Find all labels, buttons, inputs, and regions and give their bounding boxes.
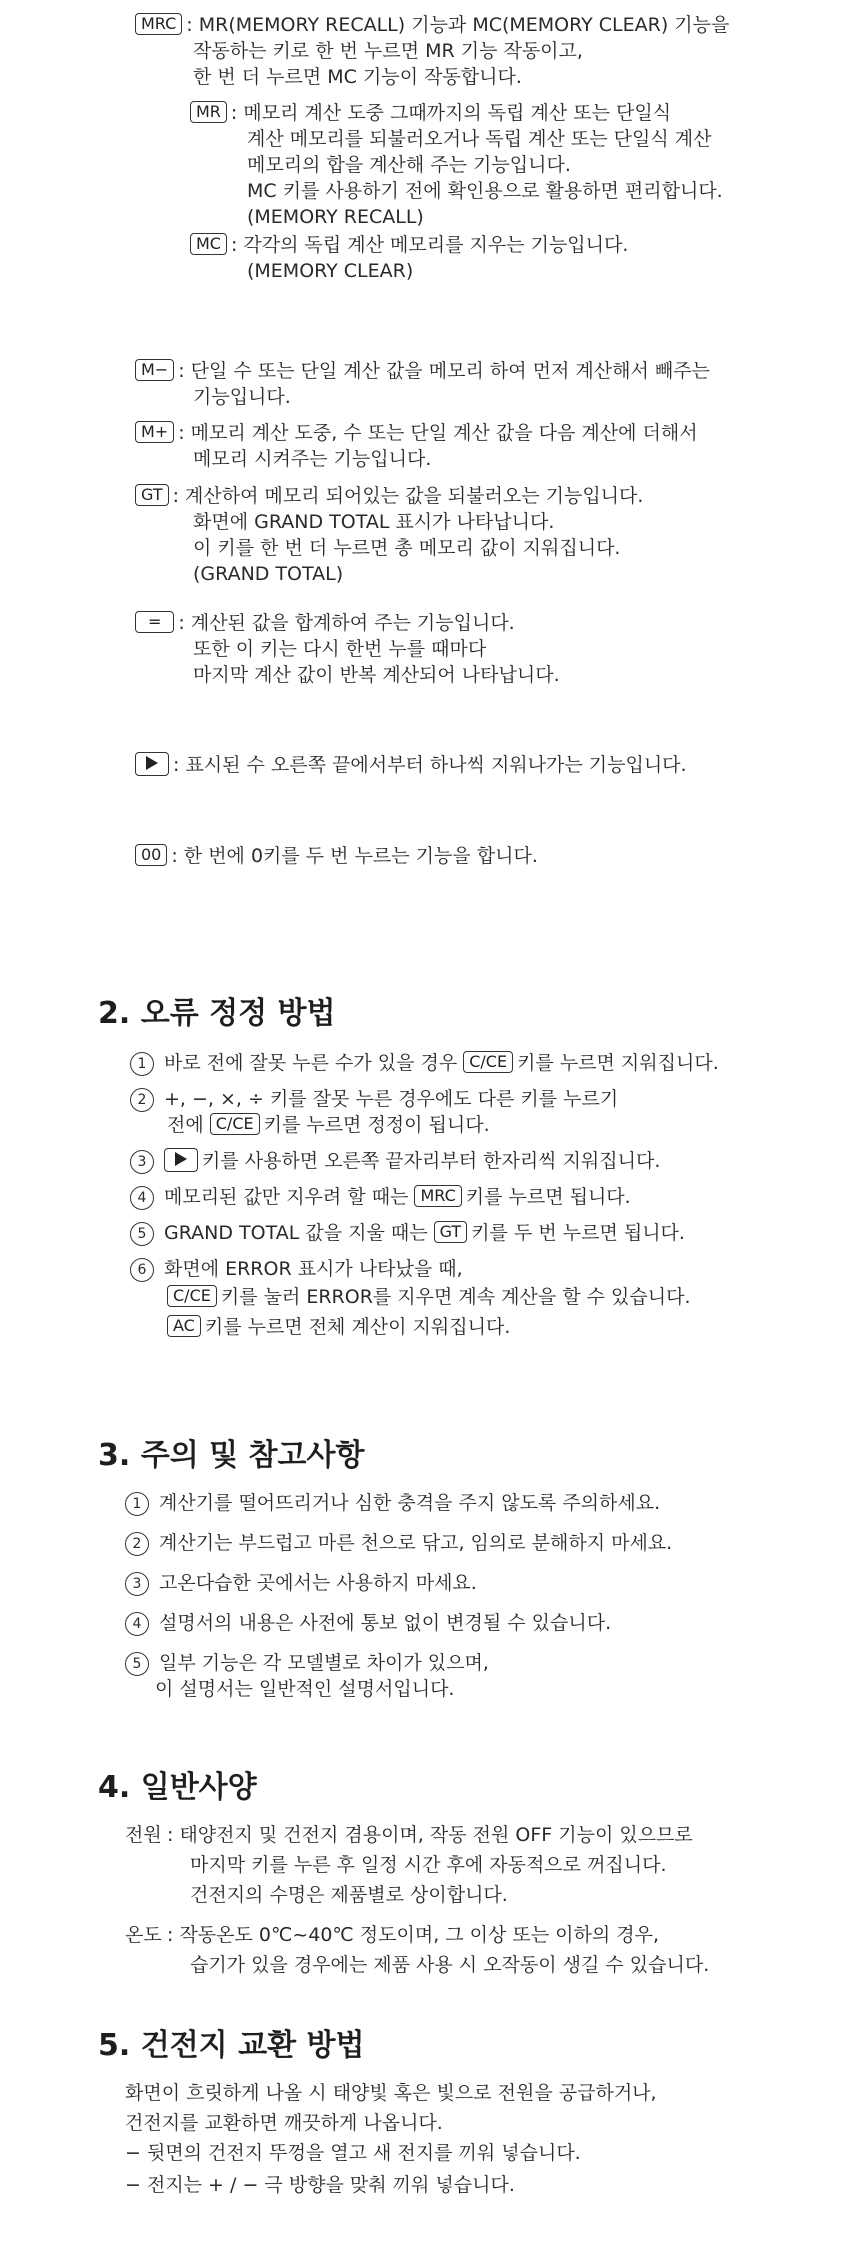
circled-number: 2 — [125, 1532, 149, 1556]
mrc-desc: MRC : MR(MEMORY RECALL) 기능과 MC(MEMORY CLEAR) 기능을 — [135, 12, 729, 38]
temp-line2: 습기가 있을 경우에는 제품 사용 시 오작동이 생길 수 있습니다. — [190, 1954, 710, 1976]
mc-desc-line2: (MEMORY CLEAR) — [247, 260, 414, 282]
circled-number: 1 — [125, 1492, 149, 1516]
circled-number: 4 — [130, 1186, 154, 1210]
circled-number: 1 — [130, 1052, 154, 1076]
sec3-item5: 5 일부 기능은 각 모델별로 차이가 있으며, — [125, 1650, 489, 1676]
sec5-line1: 화면이 흐릿하게 나올 시 태양빛 혹은 빛으로 전원을 공급하거나, — [125, 2082, 657, 2104]
sec3-item5-line2: 이 설명서는 일반적인 설명서입니다. — [155, 1678, 455, 1700]
backspace-key — [135, 752, 169, 776]
sec5-line2: 건전지를 교환하면 깨끗하게 나옵니다. — [125, 2112, 443, 2134]
cce-key: C/CE — [167, 1285, 217, 1307]
sec3-item2: 2 계산기는 부드럽고 마른 천으로 닦고, 임의로 분해하지 마세요. — [125, 1530, 672, 1556]
eq-desc: = : 계산된 값을 합계하여 주는 기능입니다. — [135, 610, 515, 636]
gt-desc-line3: 이 키를 한 번 더 누르면 총 메모리 값이 지워집니다. — [193, 537, 621, 559]
circled-number: 3 — [125, 1572, 149, 1596]
section3-title: 3. 주의 및 참고사항 — [98, 1438, 365, 1473]
mminus-key: M− — [135, 359, 174, 381]
backspace-key — [164, 1148, 198, 1172]
sec5-line4: − 전지는 + / − 극 방향을 맞춰 끼워 넣습니다. — [125, 2174, 515, 2196]
eq-key: = — [135, 611, 174, 633]
eq-desc-line2: 또한 이 키는 다시 한번 누를 때마다 — [193, 638, 487, 660]
mrc-desc-line3: 한 번 더 누르면 MC 기능이 작동합니다. — [193, 66, 522, 88]
circled-number: 4 — [125, 1612, 149, 1636]
sec2-item1: 1 바로 전에 잘못 누른 수가 있을 경우 C/CE 키를 누르면 지워집니다. — [130, 1050, 719, 1076]
temp-label: 온도 — [125, 1924, 162, 1946]
circled-number: 6 — [130, 1258, 154, 1282]
play-triangle-icon — [146, 756, 158, 770]
gt-desc: GT : 계산하여 메모리 되어있는 값을 되불러오는 기능입니다. — [135, 483, 643, 509]
mminus-desc-line2: 기능입니다. — [193, 386, 291, 408]
mc-desc: MC : 각각의 독립 계산 메모리를 지우는 기능입니다. — [190, 232, 628, 258]
gt-desc-line2: 화면에 GRAND TOTAL 표시가 나타납니다. — [193, 511, 555, 533]
power-label: 전원 — [125, 1824, 162, 1846]
eq-desc-line3: 마지막 계산 값이 반복 계산되어 나타납니다. — [193, 664, 560, 686]
mplus-desc: M+ : 메모리 계산 도중, 수 또는 단일 계산 값을 다음 계산에 더해서 — [135, 420, 698, 446]
sec2-item6: 6 화면에 ERROR 표시가 나타났을 때, — [130, 1256, 463, 1282]
mrc-key: MRC — [135, 13, 182, 35]
section4-title: 4. 일반사양 — [98, 1770, 257, 1805]
sec3-item1: 1 계산기를 떨어뜨리거나 심한 충격을 주지 않도록 주의하세요. — [125, 1490, 660, 1516]
sec2-item6-line3: AC 키를 누르면 전체 계산이 지워집니다. — [167, 1314, 510, 1340]
circled-number: 3 — [130, 1150, 154, 1174]
mplus-desc-line2: 메모리 시켜주는 기능입니다. — [193, 448, 432, 470]
sec2-item3: 3 키를 사용하면 오른쪽 끝자리부터 한자리씩 지워집니다. — [130, 1148, 660, 1174]
mr-desc: MR : 메모리 계산 도중 그때까지의 독립 계산 또는 단일식 — [190, 100, 671, 126]
cce-key: C/CE — [463, 1051, 513, 1073]
sec3-item3: 3 고온다습한 곳에서는 사용하지 마세요. — [125, 1570, 477, 1596]
backspace-desc: : 표시된 수 오른쪽 끝에서부터 하나씩 지워나가는 기능입니다. — [135, 752, 687, 778]
sec2-item6-line2: C/CE 키를 눌러 ERROR를 지우면 계속 계산을 할 수 있습니다. — [167, 1284, 691, 1310]
play-triangle-icon — [175, 1152, 187, 1166]
circled-number: 5 — [125, 1652, 149, 1676]
sec2-item4: 4 메모리된 값만 지우려 할 때는 MRC 키를 누르면 됩니다. — [130, 1184, 631, 1210]
mrc-key: MRC — [414, 1185, 461, 1207]
gt-desc-line4: (GRAND TOTAL) — [193, 563, 344, 585]
double-zero-key: 00 — [135, 844, 167, 866]
cce-key: C/CE — [210, 1113, 260, 1135]
sec5-line3: − 뒷면의 건전지 뚜껑을 열고 새 전지를 끼워 넣습니다. — [125, 2142, 581, 2164]
sec2-item5: 5 GRAND TOTAL 값을 지울 때는 GT 키를 두 번 누르면 됩니다. — [130, 1220, 685, 1246]
gt-key: GT — [135, 484, 169, 506]
power-line2: 마지막 키를 누른 후 일정 시간 후에 자동적으로 꺼집니다. — [190, 1854, 667, 1876]
mplus-key: M+ — [135, 421, 174, 443]
section2-title: 2. 오류 정정 방법 — [98, 996, 336, 1031]
mr-desc-line4: MC 키를 사용하기 전에 확인용으로 활용하면 편리합니다. — [247, 180, 723, 202]
mminus-desc: M− : 단일 수 또는 단일 계산 값을 메모리 하여 먼저 계산해서 빼주는 — [135, 358, 710, 384]
mr-key: MR — [190, 101, 227, 123]
power-line1: : 태양전지 및 건전지 겸용이며, 작동 전원 OFF 기능이 있으므로 — [167, 1824, 693, 1846]
temp-line1: : 작동온도 0℃~40℃ 정도이며, 그 이상 또는 이하의 경우, — [167, 1924, 660, 1946]
circled-number: 5 — [130, 1222, 154, 1246]
mr-desc-line3: 메모리의 합을 계산해 주는 기능입니다. — [247, 154, 571, 176]
circled-number: 2 — [130, 1088, 154, 1112]
gt-key: GT — [434, 1221, 468, 1243]
ac-key: AC — [167, 1315, 201, 1337]
power-line3: 건전지의 수명은 제품별로 상이합니다. — [190, 1884, 508, 1906]
sec3-item4: 4 설명서의 내용은 사전에 통보 없이 변경될 수 있습니다. — [125, 1610, 611, 1636]
mr-desc-line2: 계산 메모리를 되불러오거나 독립 계산 또는 단일식 계산 — [247, 128, 712, 150]
mr-desc-line5: (MEMORY RECALL) — [247, 206, 424, 228]
mrc-desc-line2: 작동하는 키로 한 번 누르면 MR 기능 작동이고, — [193, 40, 583, 62]
section5-title: 5. 건전지 교환 방법 — [98, 2028, 365, 2063]
sec2-item2: 2 +, −, ×, ÷ 키를 잘못 누른 경우에도 다른 키를 누르기 — [130, 1086, 618, 1112]
sec2-item2-line2: 전에 C/CE 키를 누르면 정정이 됩니다. — [167, 1114, 490, 1136]
double-zero-desc: 00 : 한 번에 0키를 두 번 누르는 기능을 합니다. — [135, 843, 538, 869]
mc-key: MC — [190, 233, 227, 255]
